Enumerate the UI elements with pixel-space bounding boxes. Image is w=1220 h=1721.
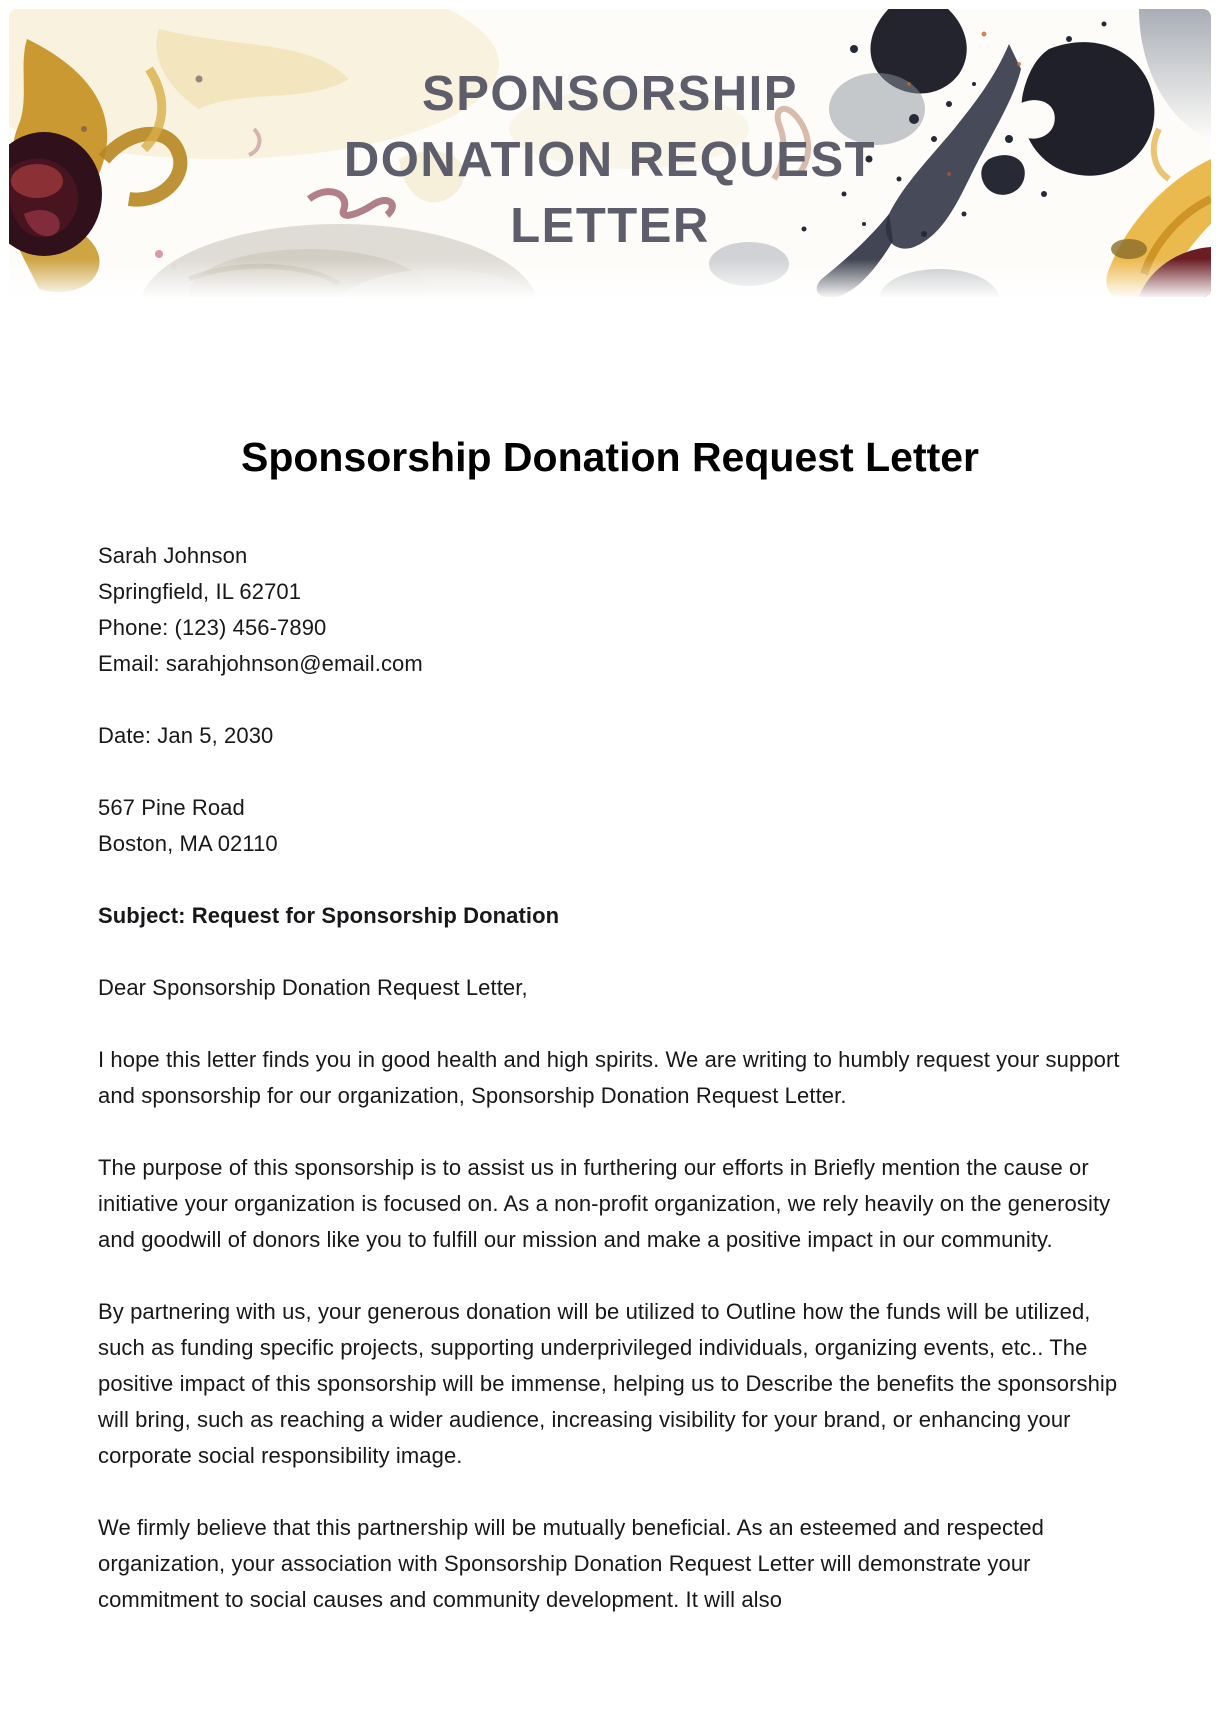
letter-paragraph-1: I hope this letter finds you in good health and high spirits. We are writing to humbly request your support and sponsorship for our organization, Sponsorship Donation Request Letter. — [98, 1047, 1120, 1108]
letter-paragraph-3: By partnering with us, your generous donation will be utilized to Outline how the funds will be utilized, such as funding specific projects, supporting underprivileged individuals, organizing events, etc.. The positive impact of this sponsorship will be immense, helping us to Describe the benefits the sponsorship will bring, such as reaching a wider audience, increasing visibility for your brand, or enhancing your corporate social responsibility image. — [98, 1299, 1118, 1468]
sender-block — [98, 538, 1122, 682]
banner-title-line-2: DONATION REQUEST — [343, 133, 877, 187]
letter-paragraph-2: The purpose of this sponsorship is to assist us in furthering our efforts in Briefly mention the cause or initiative your organization is focused on. As a non-profit organization, we rely heavily on the generosity and goodwill of donors like you to fulfill our mission and make a positive impact in our community. — [98, 1155, 1111, 1252]
subject-line: Subject: Request for Sponsorship Donation — [98, 903, 560, 928]
banner-title-line-3: LETTER — [510, 199, 710, 253]
recipient-address-line-1: 567 Pine Road — [98, 795, 245, 820]
banner-title — [9, 61, 1211, 259]
salutation: Dear Sponsorship Donation Request Letter, — [98, 975, 528, 1000]
banner-bottom-fade — [9, 259, 1211, 297]
sender-address: Springfield, IL 62701 — [98, 579, 302, 604]
header-banner — [9, 9, 1211, 297]
sender-phone: Phone: (123) 456-7890 — [98, 615, 327, 640]
letter-document — [98, 433, 1122, 1654]
date-line: Date: Jan 5, 2030 — [98, 723, 274, 748]
letter-paragraph-4: We firmly believe that this partnership will be mutually beneficial. As an esteemed and respected organization, your association with Sponsorship Donation Request Letter will demonstrate your commitment to social causes and community development. It will also — [98, 1515, 1044, 1612]
sender-name: Sarah Johnson — [98, 543, 248, 568]
banner-title-line-1: SPONSORSHIP — [422, 67, 798, 121]
sender-email: Email: sarahjohnson@email.com — [98, 651, 423, 676]
recipient-block — [98, 790, 1122, 862]
letter-title: Sponsorship Donation Request Letter — [240, 434, 980, 480]
recipient-address-line-2: Boston, MA 02110 — [98, 831, 278, 856]
